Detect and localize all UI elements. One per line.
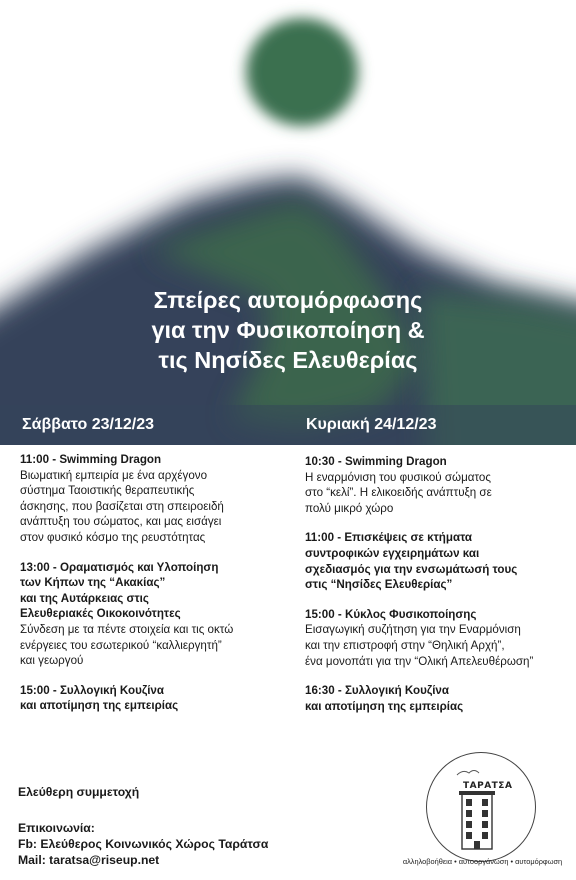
- free-entry-text: Ελεύθερη συμμετοχή: [18, 785, 140, 799]
- schedule-item-title: 16:30 - Συλλογική Κουζίνα: [305, 684, 450, 698]
- schedule-item-description: Σύνδεση με τα πέντε στοιχεία και τις οκτώ: [20, 622, 234, 636]
- schedule-item-title: στις “Νησίδες Ελευθερίας”: [305, 578, 453, 592]
- schedule-item: [305, 530, 570, 592]
- schedule-item-description: στο “κελί”. Η ελικοειδής ανάπτυξη σε: [305, 486, 492, 500]
- title-line: για την Φυσικοποίηση &: [151, 317, 425, 343]
- sunday-heading: Κυριακή 24/12/23: [306, 416, 437, 433]
- event-title: [0, 285, 576, 375]
- schedule-item-description: σύστημα Ταοιστικής θεραπευτικής: [20, 484, 195, 498]
- schedule-item-description: Η εναρμόνιση του φυσικού σώματος: [305, 470, 491, 484]
- schedule-item-description: ενέργειες του εσωτερικού “καλλιεργητή”: [20, 638, 222, 652]
- schedule-item-description: πολύ μικρό χώρο: [305, 501, 394, 515]
- schedule-item-title: 11:00 - Επισκέψεις σε κτήματα: [305, 531, 473, 545]
- schedule-item-title: 13:00 - Οραματισμός και Υλοποίηση: [20, 560, 219, 574]
- schedule-item-title: Ελευθεριακές Οικοκοινότητες: [20, 607, 181, 621]
- schedule-item-description: ανάπτυξη του σώματος, και μας εισάγει: [20, 515, 222, 529]
- schedule-item-title: των Κήπων της “Ακακίας”: [20, 576, 166, 590]
- title-line: Σπείρες αυτομόρφωσης: [153, 287, 423, 313]
- schedule-item-title: σχεδιασμός για την ενσωμάτωσή τους: [305, 562, 518, 576]
- schedule-item-title: 15:00 - Συλλογική Κουζίνα: [20, 683, 165, 697]
- mail-contact: Mail: taratsa@riseup.net: [18, 853, 160, 867]
- sun-shape: [246, 18, 358, 126]
- title-line: τις Νησίδες Ελευθερίας: [158, 347, 418, 373]
- schedule-item-title: 15:00 - Κύκλος Φυσικοποίησης: [305, 607, 477, 621]
- schedule-item: [20, 452, 290, 546]
- schedule-item: [305, 683, 570, 714]
- schedule-item-description: και γεωργού: [20, 654, 84, 668]
- schedule-item-description: Βιωματική εμπειρία με ένα αρχέγονο: [20, 468, 208, 482]
- schedule-item-title: και της Αυτάρκειας στις: [20, 591, 149, 605]
- saturday-heading: Σάββατο 23/12/23: [22, 416, 154, 433]
- saturday-schedule: [20, 452, 290, 728]
- schedule-item: [305, 607, 570, 669]
- schedule-item-title: 10:30 - Swimming Dragon: [305, 455, 447, 468]
- schedule-item-description: Εισαγωγική συζήτηση για την Εναρμόνιση: [305, 623, 521, 637]
- logo-tagline: αλληλοβοήθεια • αυτοοργάνωση • αυτομόρφωση: [402, 857, 563, 866]
- building-icon: [427, 753, 535, 861]
- schedule-item: [20, 683, 290, 714]
- schedule-item-description: στον φυσικό κόσμο της ρευστότητας: [20, 530, 206, 544]
- sunday-schedule: [305, 454, 570, 728]
- facebook-contact: Fb: Ελεύθερος Κοινωνικός Χώρος Ταράτσα: [18, 837, 269, 851]
- schedule-item-description: άσκησης, που βασίζεται στη σπειροειδή: [20, 499, 224, 513]
- schedule-item-title: συντροφικών εγχειρημάτων και: [305, 546, 480, 560]
- schedule-item-title: και αποτίμηση της εμπειρίας: [305, 699, 464, 713]
- schedule-item-title: και αποτίμηση της εμπειρίας: [20, 699, 179, 713]
- schedule-item-title: 11:00 - Swimming Dragon: [20, 453, 162, 466]
- schedule-item-description: και την επιστροφή στην “Θηλική Αρχή”,: [305, 638, 505, 652]
- logo-wordmark: ΤΑΡΑΤΣΑ: [463, 781, 513, 791]
- contact-label: Επικοινωνία:: [18, 821, 95, 835]
- schedule-item: [20, 560, 290, 669]
- taratsa-logo: [426, 752, 536, 862]
- schedule-item: [305, 454, 570, 516]
- schedule-item-description: ένα μονοπάτι για την “Ολική Απελευθέρωση”: [305, 654, 534, 668]
